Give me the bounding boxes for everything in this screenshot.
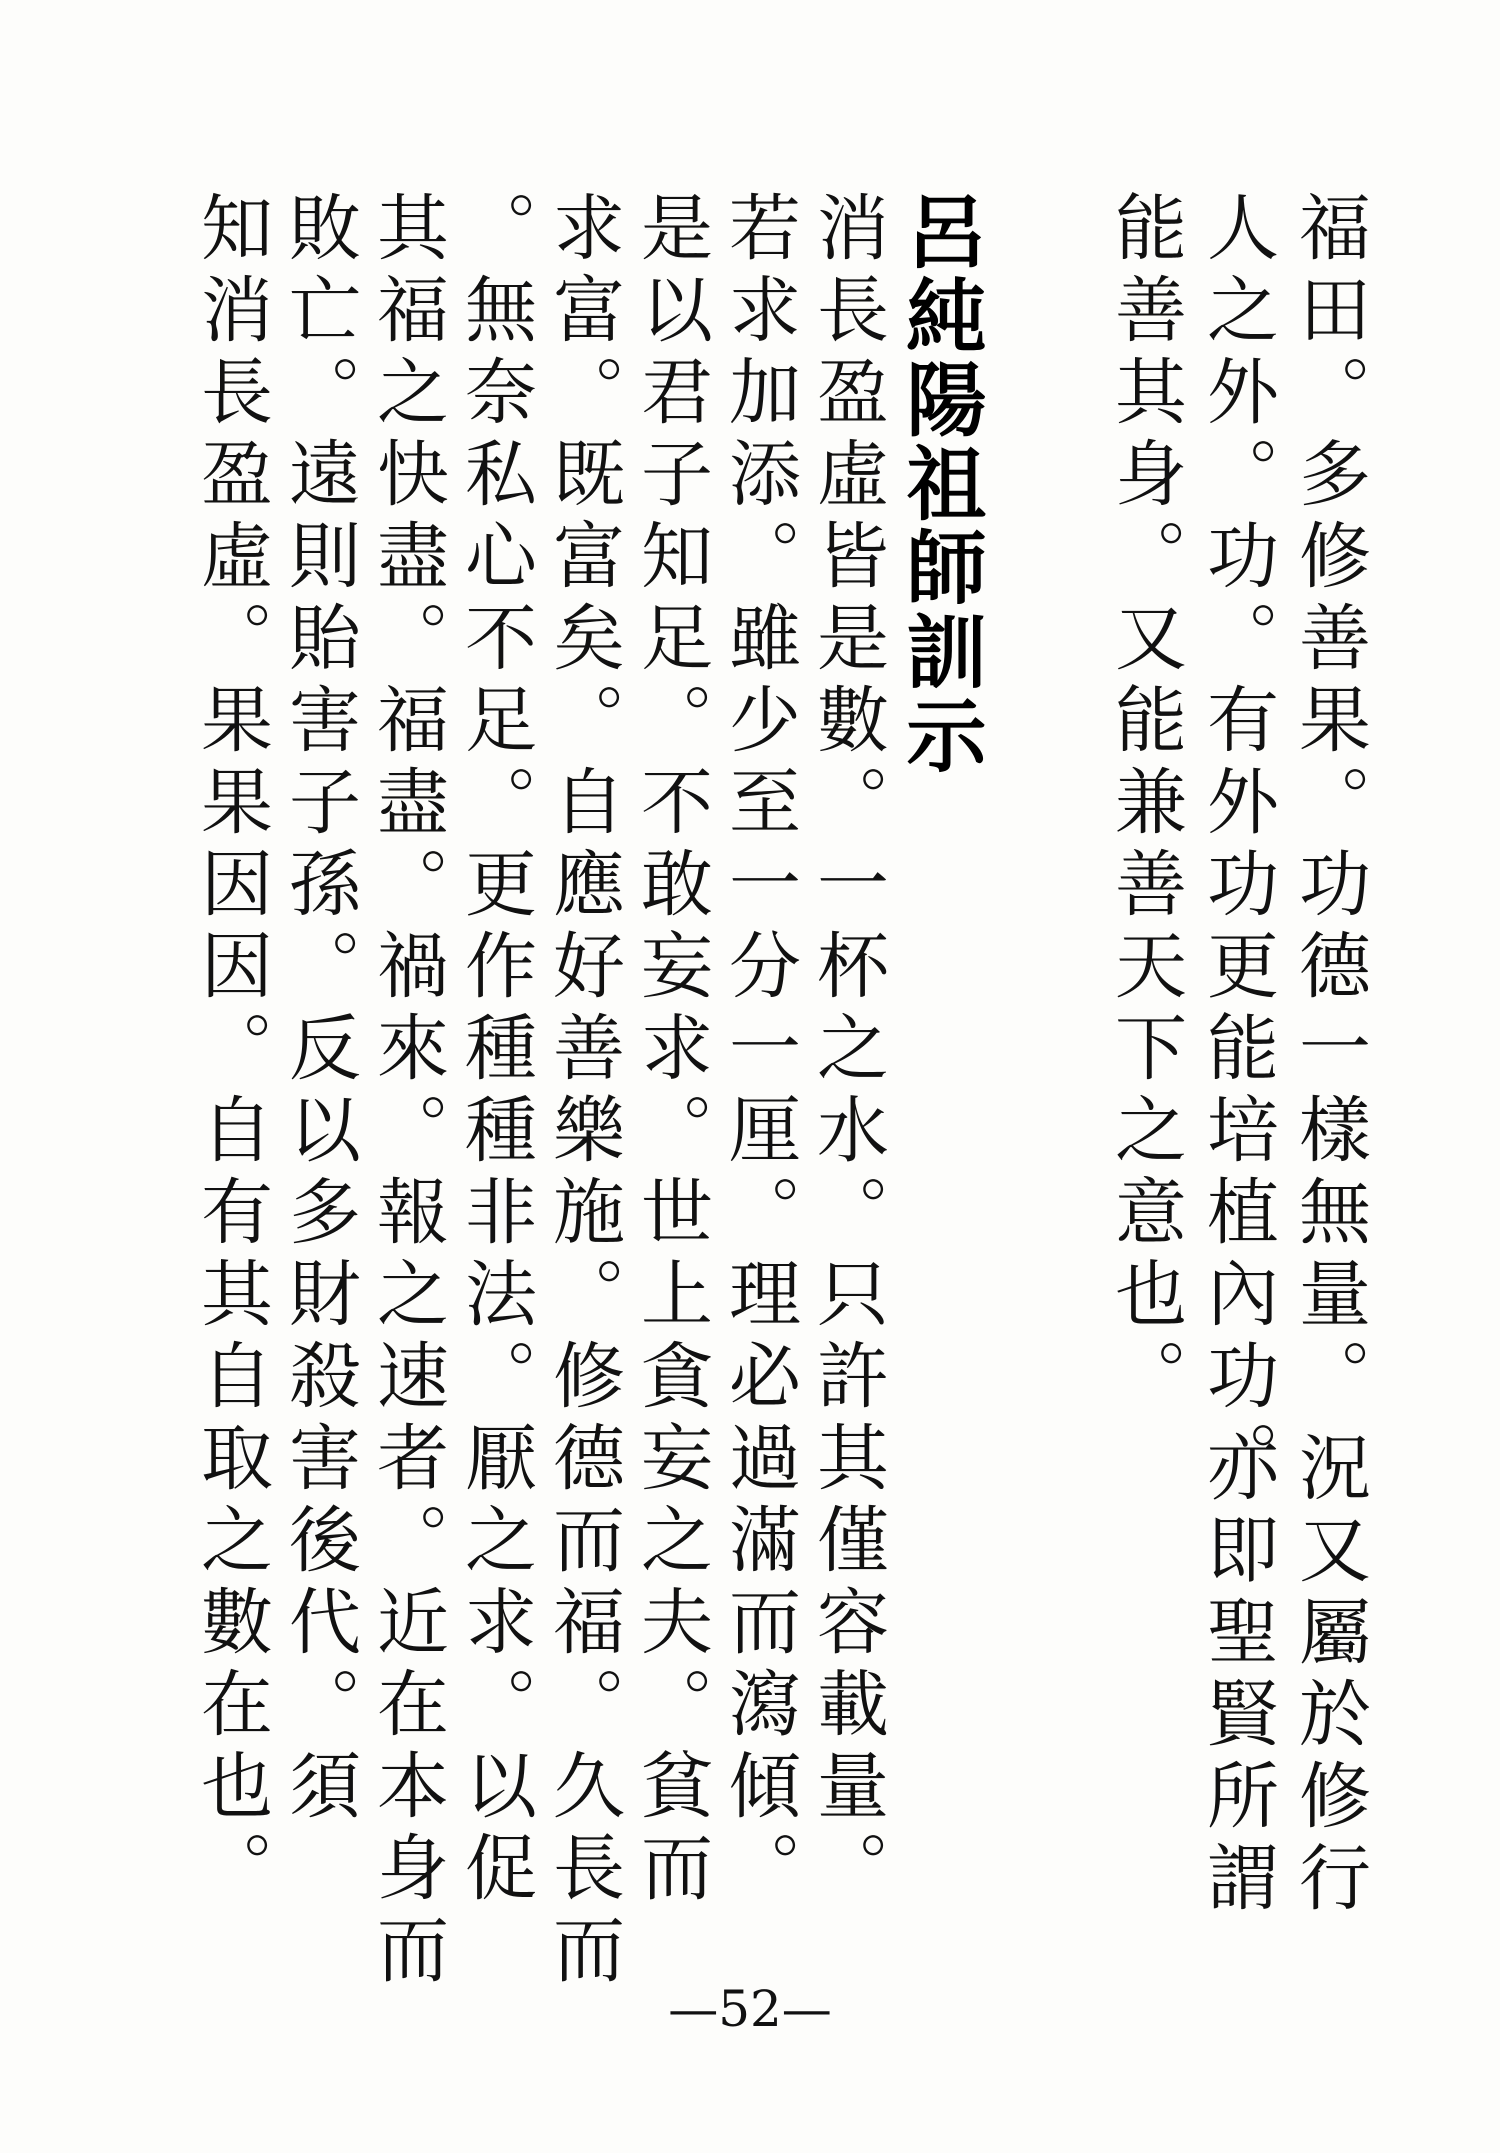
body-column-4: 求富。既富矣。自應好善樂施。修德而福。久長而 — [541, 190, 625, 1994]
right-column-1: 福田。多修善果。功德一樣無量。 — [1287, 190, 1371, 1420]
body-column-6: 其福之快盡。福盡。禍來。報之速者。近在本身而 — [365, 190, 449, 1994]
body-column-5: 。無奈私心不足。更作種種非法。厭之求。以促 — [453, 190, 537, 1912]
body-column-1: 消長盈虛皆是數。一杯之水。只許其僅容載量。 — [805, 190, 889, 1912]
right-continuation-2: 亦即聖賢所謂 — [1195, 1430, 1279, 1922]
right-column-3: 能善其身。又能兼善天下之意也。 — [1103, 190, 1187, 1420]
body-column-8: 知消長盈虛。果果因因。自有其自取之數在也。 — [189, 190, 273, 1912]
right-continuation-1: 況又屬於修行 — [1287, 1430, 1371, 1922]
body-column-2: 若求加添。雖少至一分一厘。理必過滿而瀉傾。 — [717, 190, 801, 1912]
body-column-3: 是以君子知足。不敢妄求。世上貪妄之夫。貧而 — [629, 190, 713, 1912]
body-column-7: 敗亡。遠則貽害子孫。反以多財殺害後代。須 — [277, 190, 361, 1830]
page-number: —52— — [668, 1980, 832, 2038]
section-title: 呂純陽祖師訓示 — [893, 190, 986, 778]
right-column-2: 人之外。功。有外功更能培植內功。 — [1195, 190, 1279, 1502]
